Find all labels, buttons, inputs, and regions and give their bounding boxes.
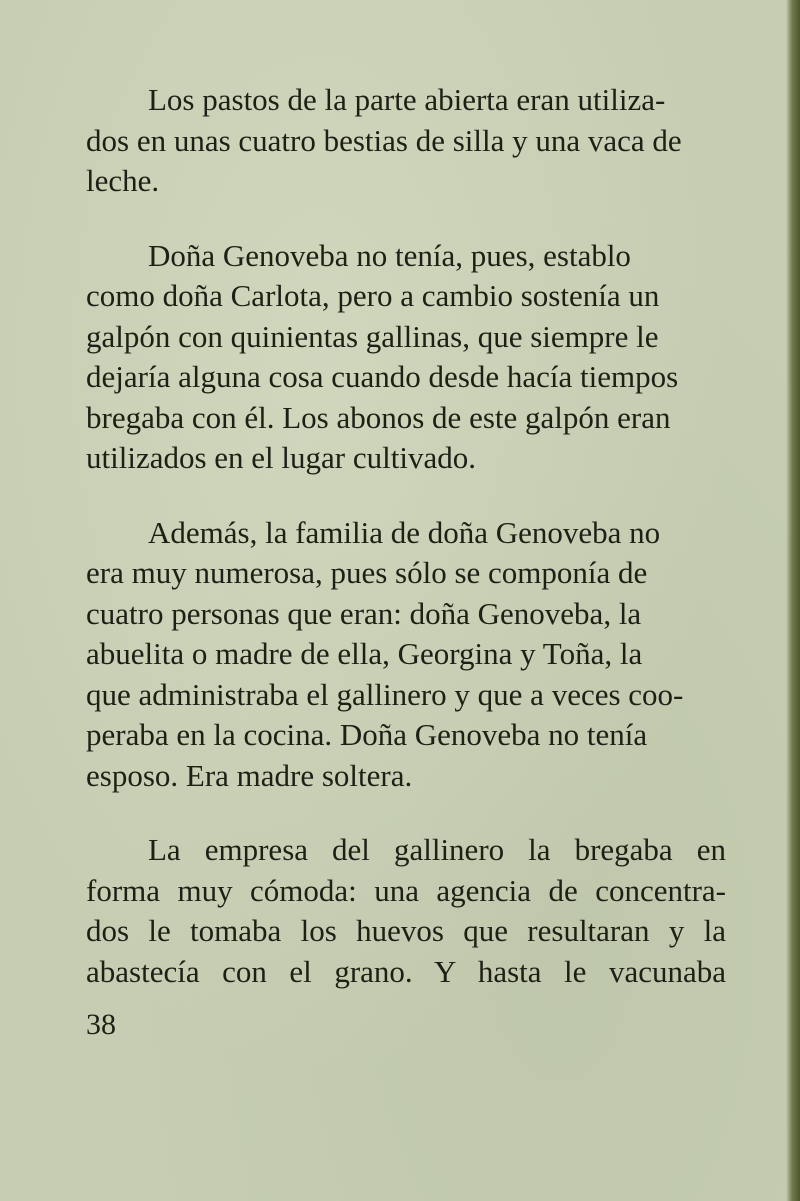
body-text	[86, 80, 726, 1026]
paragraph-2: Doña Genoveba no tenía, pues, establo como doña Carlota, pero a cambio sostenía un galpón con quinientas gallinas, que siempre le dejaría alguna cosa cuando desde hacía tiempos bregaba con él. Los abonos de este galpón eran utilizados en el lugar cultivado.	[86, 237, 679, 475]
paragraph-1: Los pastos de la parte abierta eran utiliza- dos en unas cuatro bestias de silla y una vaca de leche.	[86, 82, 682, 198]
page-number: 38	[86, 1008, 116, 1041]
page-edge-shadow	[786, 0, 800, 1201]
paragraph-3: Además, la familia de doña Genoveba no era muy numerosa, pues sólo se componía de cuatro personas que eran: doña Genoveba, la abuelita o madre de ella, Georgina y Toña, la que administraba el gallinero y que a veces coo- peraba en la cocina. Doña Genoveba no tenía esposo. Era madre soltera.	[86, 514, 684, 793]
paragraph-4: La empresa del gallinero la bregaba en forma muy cómoda: una agencia de concentra- dos le tomaba los huevos que resultaran y la abastecía con el grano. Y hasta le vacunaba	[86, 832, 726, 989]
